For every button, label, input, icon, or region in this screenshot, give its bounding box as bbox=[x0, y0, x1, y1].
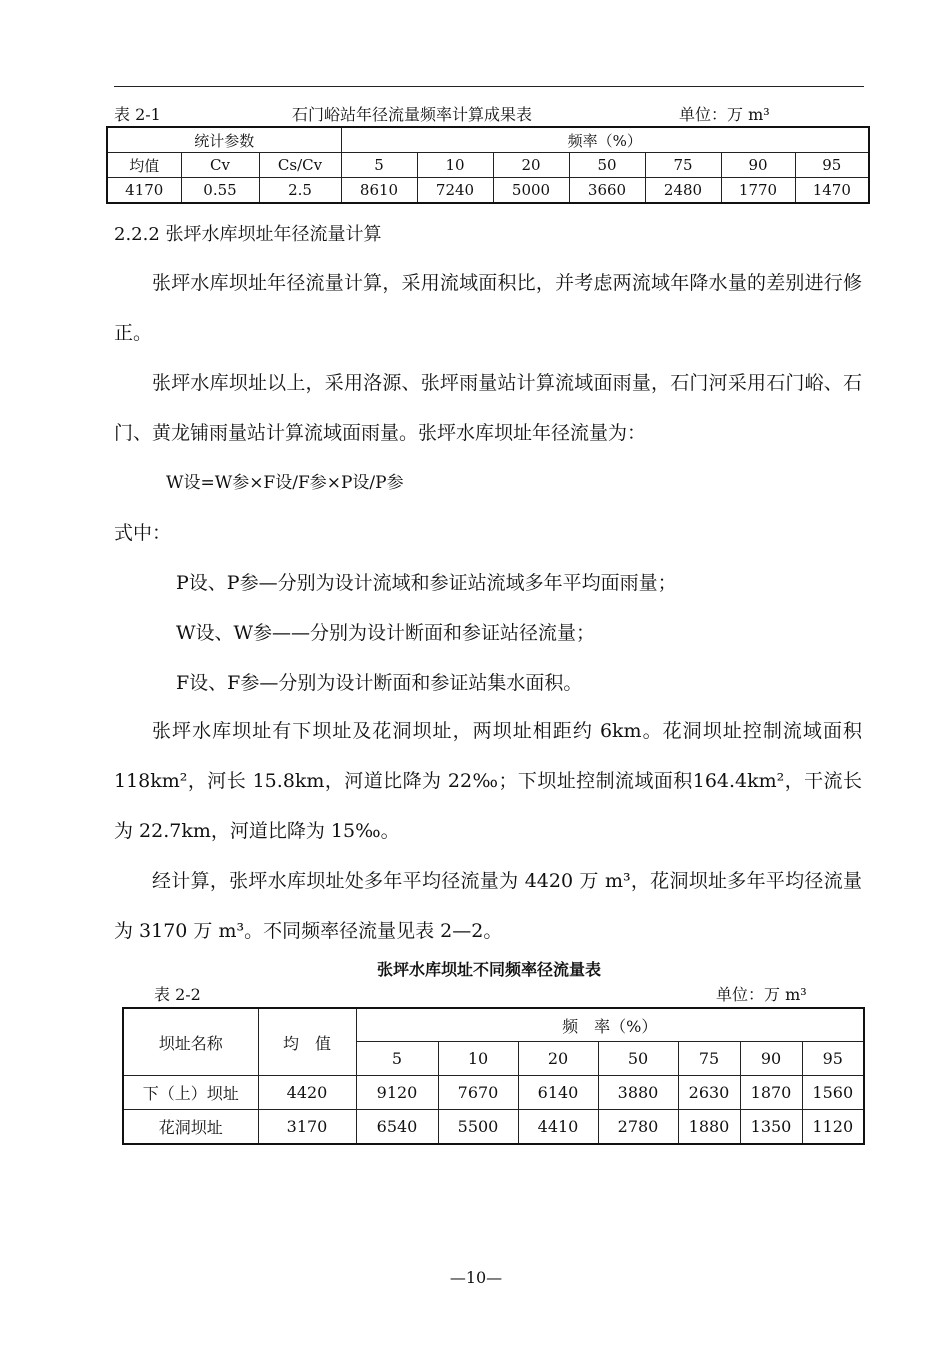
table2 bbox=[122, 1007, 865, 1145]
table-row bbox=[123, 1110, 864, 1145]
header-rule bbox=[114, 86, 864, 87]
table2-freq-cell: 5 bbox=[356, 1042, 438, 1076]
table-row bbox=[123, 1076, 864, 1110]
table2-cell: 3880 bbox=[598, 1076, 678, 1110]
table2-cell: 6140 bbox=[518, 1076, 598, 1110]
table1-header-cell: 10 bbox=[417, 153, 493, 178]
table1-unit: 单位：万 m³ bbox=[679, 105, 770, 124]
table1-cell: 8610 bbox=[341, 178, 417, 204]
table1-header-cell: 5 bbox=[341, 153, 417, 178]
definition-w: W设、W参——分别为设计断面和参证站径流量； bbox=[176, 622, 596, 644]
table2-cell: 6540 bbox=[356, 1110, 438, 1145]
where-label: 式中： bbox=[114, 522, 172, 544]
table2-cell: 2780 bbox=[598, 1110, 678, 1145]
table2-freq-cell: 50 bbox=[598, 1042, 678, 1076]
table1-header-cell: 20 bbox=[493, 153, 569, 178]
table1-cell: 1470 bbox=[795, 178, 869, 204]
table1-header-cell: 均值 bbox=[107, 153, 181, 178]
table2-header-freq: 频 率（%） bbox=[356, 1008, 864, 1042]
table2-freq-cell: 90 bbox=[740, 1042, 802, 1076]
table1-label: 表 2-1 bbox=[114, 105, 161, 124]
formula: W设=W参×F设/F参×P设/P参 bbox=[166, 473, 404, 493]
table2-unit: 单位：万 m³ bbox=[716, 985, 807, 1004]
table2-cell: 1870 bbox=[740, 1076, 802, 1110]
table1-caption bbox=[114, 100, 864, 124]
table2-cell: 2630 bbox=[678, 1076, 740, 1110]
section-heading: 2.2.2 张坪水库坝址年径流量计算 bbox=[114, 224, 382, 245]
table2-caption bbox=[114, 982, 864, 1004]
table2-freq-cell: 95 bbox=[802, 1042, 864, 1076]
paragraph-4: 经计算，张坪水库坝址处多年平均径流量为 4420 万 m³，花洞坝址多年平均径流量为 3170 万 m³。不同频率径流量见表 2—2。 bbox=[114, 870, 862, 942]
table1-cell: 3660 bbox=[569, 178, 645, 204]
table1-header-cell: 50 bbox=[569, 153, 645, 178]
table1-group-freq: 频率（%） bbox=[341, 127, 869, 153]
table2-header-site: 坝址名称 bbox=[123, 1008, 258, 1076]
table1-header-cell: Cs/Cv bbox=[259, 153, 341, 178]
table1-group-stats: 统计参数 bbox=[107, 127, 341, 153]
table1-group-header-row bbox=[107, 127, 869, 153]
table-row bbox=[107, 178, 869, 204]
table1 bbox=[106, 126, 870, 204]
table1-header-cell: 95 bbox=[795, 153, 869, 178]
table1-cell: 2480 bbox=[645, 178, 721, 204]
table1-header-cell: Cv bbox=[181, 153, 259, 178]
table1-cell: 2.5 bbox=[259, 178, 341, 204]
table2-cell: 下（上）坝址 bbox=[123, 1076, 258, 1110]
table1-cell: 4170 bbox=[107, 178, 181, 204]
table2-freq-cell: 10 bbox=[438, 1042, 518, 1076]
table2-cell: 1350 bbox=[740, 1110, 802, 1145]
paragraph-1: 张坪水库坝址年径流量计算，采用流域面积比，并考虑两流域年降水量的差别进行修正。 bbox=[114, 272, 862, 344]
table1-header-cell: 90 bbox=[721, 153, 795, 178]
page-number: —10— bbox=[449, 1268, 503, 1287]
table2-cell: 3170 bbox=[258, 1110, 356, 1145]
table2-header-mean: 均 值 bbox=[258, 1008, 356, 1076]
table2-freq-cell: 75 bbox=[678, 1042, 740, 1076]
table1-cell: 0.55 bbox=[181, 178, 259, 204]
table1-title: 石门峪站年径流量频率计算成果表 bbox=[292, 105, 533, 124]
table2-cell: 9120 bbox=[356, 1076, 438, 1110]
table2-cell: 1120 bbox=[802, 1110, 864, 1145]
table2-title: 张坪水库坝址不同频率径流量表 bbox=[376, 960, 601, 979]
table1-header-row bbox=[107, 153, 869, 178]
table2-cell: 花洞坝址 bbox=[123, 1110, 258, 1145]
table1-header-cell: 75 bbox=[645, 153, 721, 178]
table2-freq-cell: 20 bbox=[518, 1042, 598, 1076]
table2-cell: 4420 bbox=[258, 1076, 356, 1110]
paragraph-3: 张坪水库坝址有下坝址及花洞坝址，两坝址相距约 6km。花洞坝址控制流域面积 118km²，河长 15.8km，河道比降为 22‰；下坝址控制流域面积164.4km²，干流长为 22.7km，河道比降为 15‰。 bbox=[114, 720, 862, 842]
definition-f: F设、F参—分别为设计断面和参证站集水面积。 bbox=[176, 672, 583, 694]
table2-cell: 4410 bbox=[518, 1110, 598, 1145]
table2-cell: 5500 bbox=[438, 1110, 518, 1145]
table2-header-row bbox=[123, 1008, 864, 1042]
table2-cell: 7670 bbox=[438, 1076, 518, 1110]
paragraph-2: 张坪水库坝址以上，采用洛源、张坪雨量站计算流域面雨量，石门河采用石门峪、石门、黄龙铺雨量站计算流域面雨量。张坪水库坝址年径流量为： bbox=[114, 372, 862, 444]
table2-label: 表 2-2 bbox=[154, 985, 201, 1004]
table2-cell: 1880 bbox=[678, 1110, 740, 1145]
table1-cell: 5000 bbox=[493, 178, 569, 204]
definition-p: P设、P参—分别为设计流域和参证站流域多年平均面雨量； bbox=[176, 572, 677, 594]
table1-cell: 7240 bbox=[417, 178, 493, 204]
table1-cell: 1770 bbox=[721, 178, 795, 204]
table2-cell: 1560 bbox=[802, 1076, 864, 1110]
